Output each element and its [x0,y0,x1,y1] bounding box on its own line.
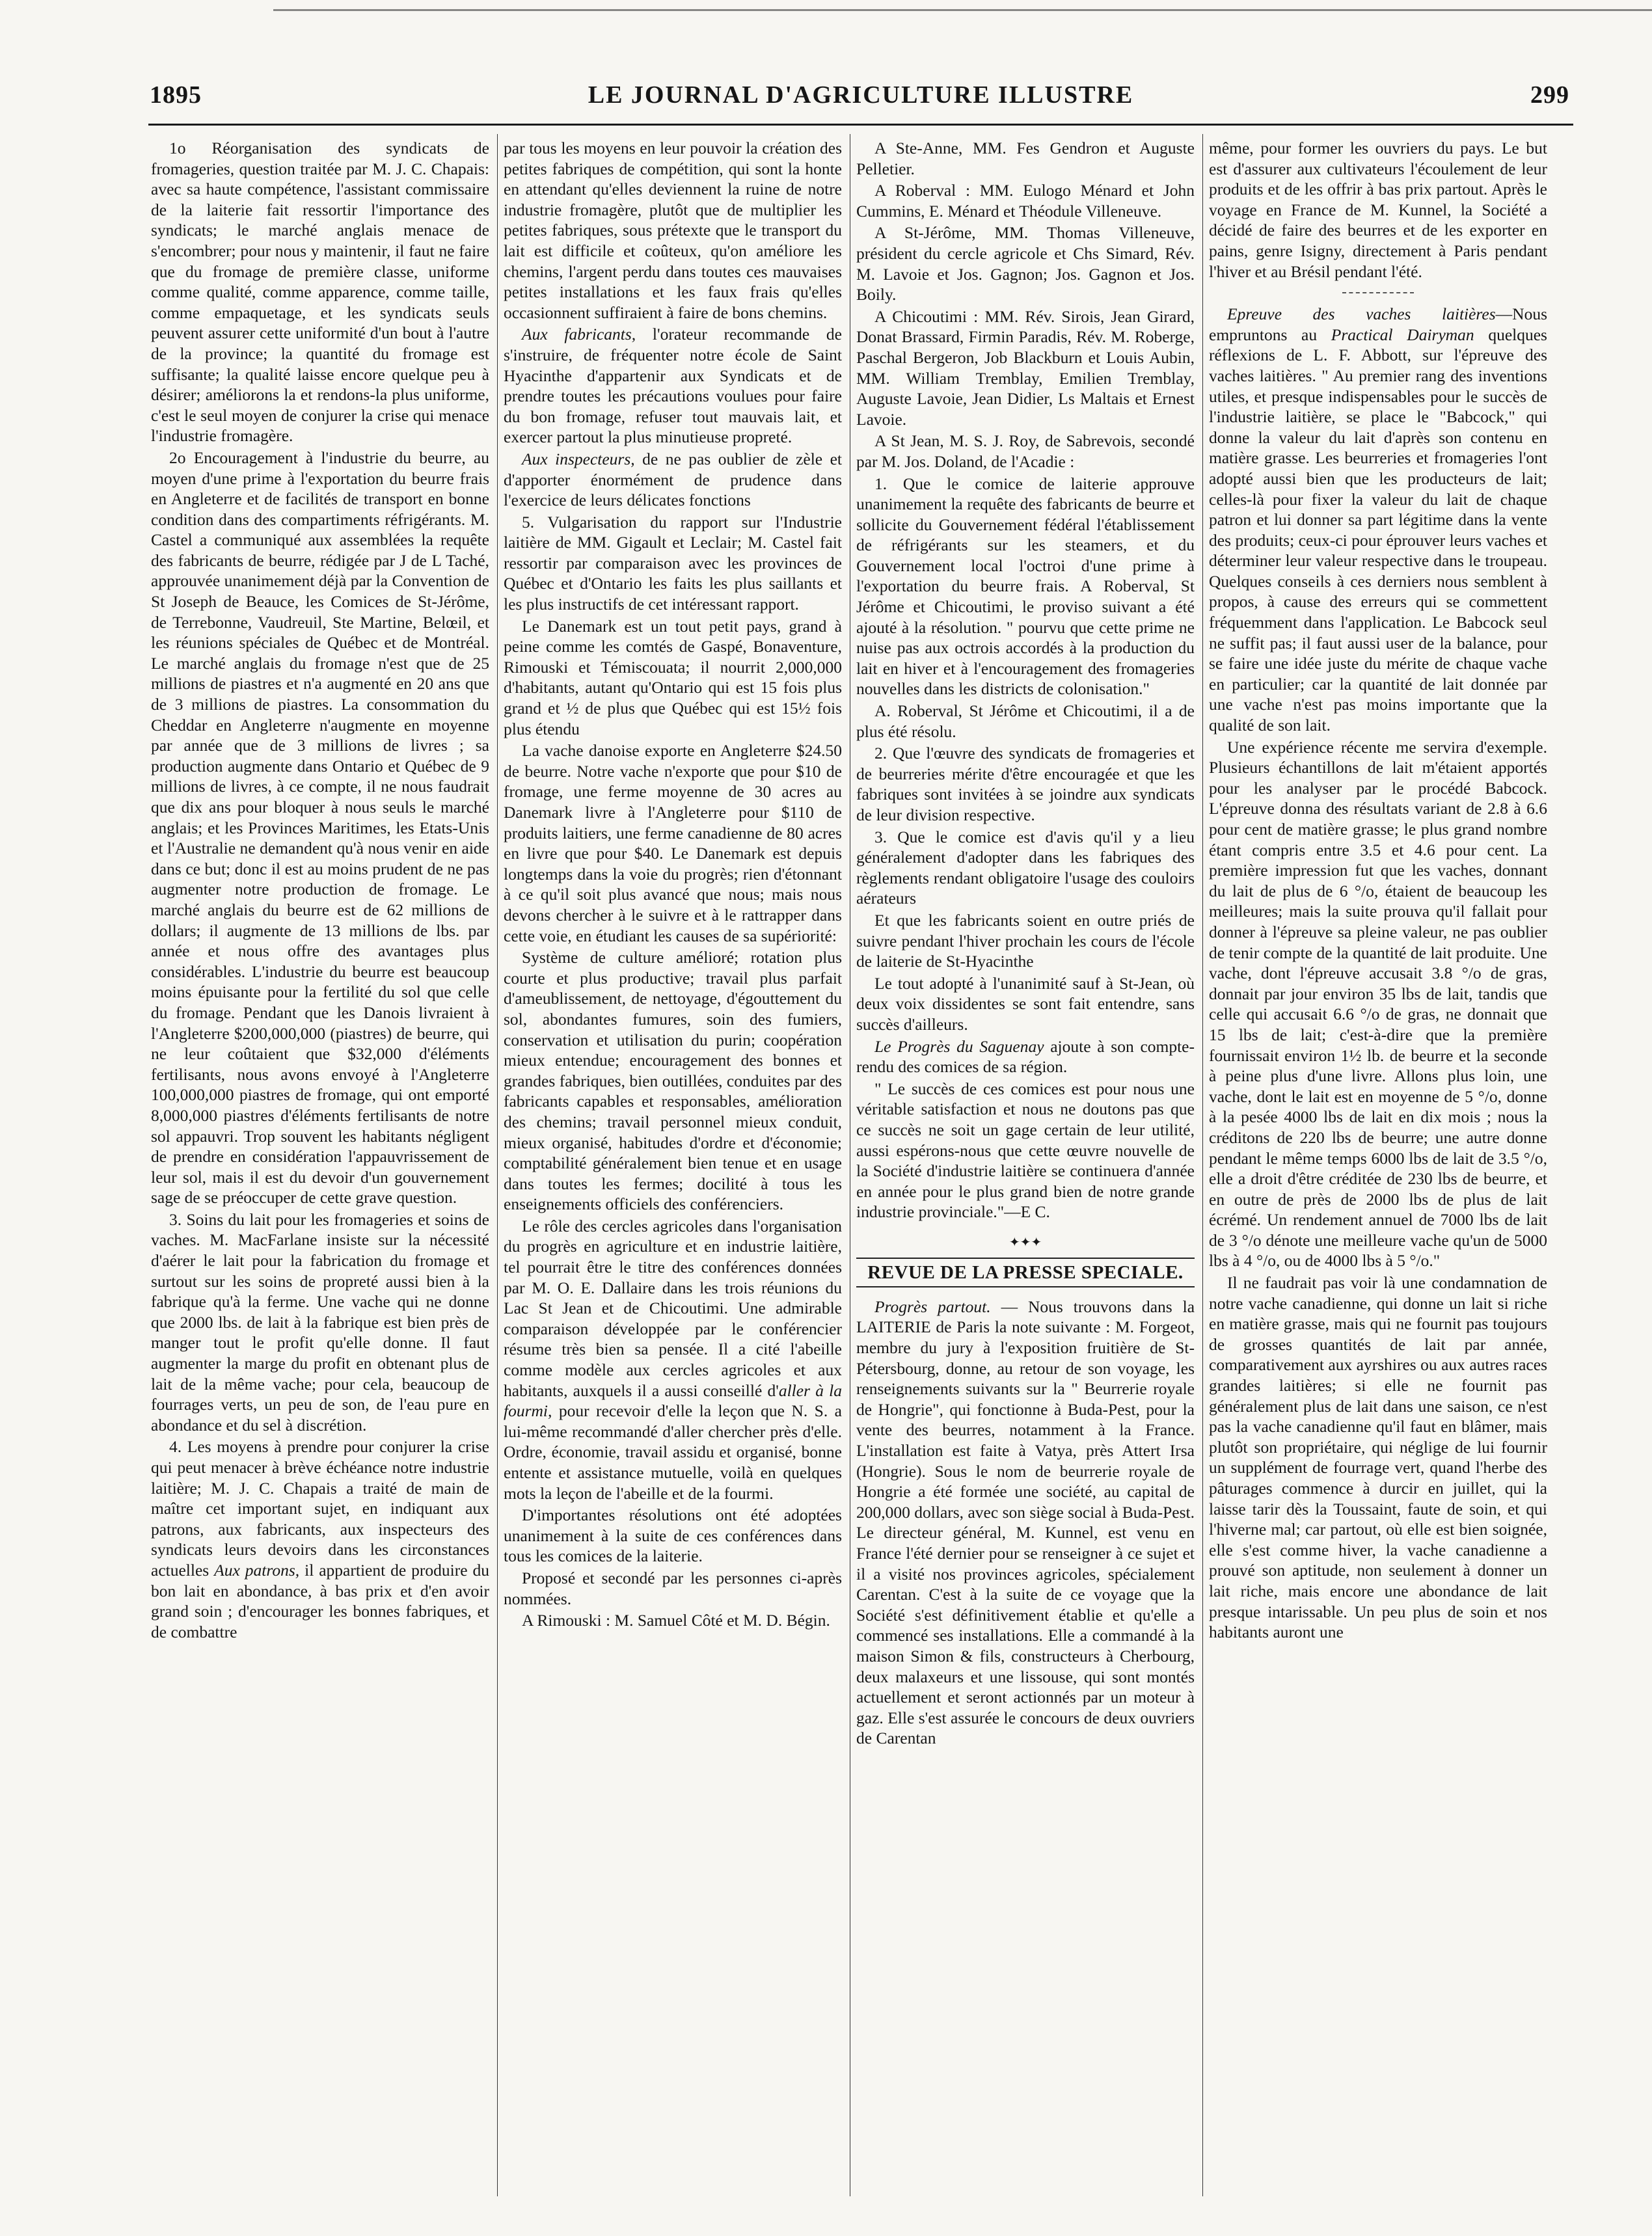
italic-phrase: Practical Dairyman [1331,325,1474,344]
dashed-divider [1342,292,1414,293]
paragraph-text: Le rôle des cercles agricoles dans l'organisation du progrès en agriculture et en industrie laitière, tel pourrait être le titre des conférences données par M. O. E. Dallaire dans les trois réunions du Lac St Jean et de Chicoutimi. Une admirable comparaison développée par le conférencier résume très bien sa pensée. Il a cité l'abeille comme modèle aux cercles agricoles et aux habitants, auxquels il a aussi conseillé d' [504,1216,842,1400]
paragraph: La vache danoise exporte en Angleterre $24.50 de beurre. Notre vache n'exporte que pour $10 de fromage, une ferme moyenne de 30 acres au Danemark livre à l'Angleterre pour $110 de produits laitiers, une ferme canadienne de 80 acres en livre que pour $40. Le Danemark est depuis longtemps dans la voie du progrès; rien d'étonnant à ce qu'il soit plus avancé que nous; mais nous devons chercher à le suivre et à le rattrapper dans cette voie, en étudiant les causes de sa supériorité: [504,741,842,945]
column-4 [1209,138,1547,2194]
paragraph: " Le succès de ces comices est pour nous une véritable satisfaction et nous ne doutons pas que ce succès ne soit un gage certain de leur utilité, aussi espérons-nous que cette œuvre nouvelle de la Société d'industrie laitière se continuera d'année en année pour le plus grand bien de notre grande industrie provinciale."—E C. [856,1079,1195,1222]
paragraph: 1o Réorganisation des syndicats de fromageries, question traitée par M. J. C. Chapais: avec sa haute compétence, l'assistant commissaire de la laiterie fait ressortir l'importance des syndicats; le marché anglais menace de s'encombrer; pour nous y maintenir, il faut ne faire que du fromage de première classe, uniforme comme qualité, comme apparence, comme taille, comme empaquetage, et les syndicats seuls peuvent assurer cette uniformité d'un bout à l'autre de la province; la quantité du fromage est suffisante; la qualité laisse encore quelque peu à désirer; améliorons la et rendons-la plus uniforme, c'est le seul moyen de conjurer la crise qui menace l'industrie fromagère. [151,139,489,446]
paragraph-text: quelques réflexions de L. F. Abbott, sur l'épreuve des vaches laitières. " Au premier rang des inventions utiles, et presque indispensables pour le succès de l'industrie laitière, se place le "Babcock," qui donne la valeur du lait d'après son contenu en matière grasse. Les beurreries et fromageries l'ont adopté aussi bien que les producteurs de lait; celles-là pour fixer la valeur du lait de chaque patron et lui donner sa part légitime dans la vente des produits; ceux-ci pour éprouver leurs vaches et déterminer leur valeur respective dans le troupeau. Quelques conseils à ces derniers nous semblent à propos, à cause des erreurs qui se commettent fréquemment dans l'application. Le Babcock seul ne suffit pas; il faut aussi user de la balance, pour se faire une idée juste du mérite de chaque vache en particulier; car la quantité de lait donnée par une vache n'est pas moins importante que la qualité de son lait. [1209,325,1547,735]
section-heading: REVUE DE LA PRESSE SPECIALE. [856,1258,1195,1287]
paragraph [504,449,842,511]
paragraph [504,1216,842,1503]
paragraph: par tous les moyens en leur pouvoir la création des petites fabriques de compétition, qui sont la honte en attendant qu'elles deviennent la ruine de notre industrie fromagère, plutôt que de multiplier les petites fabriques, sous prétexte que le transport du lait est difficile et coûteux, qu'on améliore les chemins, l'argent perdu dans toutes ces mauvaises petites installations et les faux frais qu'elles occasionnent suffiraient à faire de bons chemins. [504,139,842,322]
italic-lead: Le Progrès du Saguenay [874,1036,1044,1056]
paragraph-text: de ne pas oublier de zèle et d'apporter énormément de prudence dans l'exercice de leurs délicates fonctions [504,449,842,510]
scan-edge-line [273,0,1652,11]
paragraph: même, pour former les ouvriers du pays. Le but est d'assurer aux cultivateurs l'écoulement de leur produits et de les offrir à bas prix partout. Après le voyage en France de M. Kunnel, la Société a décidé de faire des beurres et de les exporter en pains, genre Isigny, directement à Paris pendant l'hiver et au Brésil pendant l'été. [1209,139,1547,281]
paragraph [1209,304,1547,735]
italic-phrase: aller à la fourmi, [504,1381,842,1421]
paragraph: A St-Jérôme, MM. Thomas Villeneuve, président du cercle agricole et Chs Simard, Rév. M. Lavoie et Jos. Gagnon; Jos. Gagnon et Jos. Boily. [856,223,1195,304]
italic-lead: Aux fabricants, [522,325,636,344]
header-title: LE JOURNAL D'AGRICULTURE ILLUSTRE [588,81,1134,109]
header-year: 1895 [150,81,202,109]
paragraph [151,1436,489,1642]
column-1 [151,138,489,2194]
paragraph: Il ne faudrait pas voir là une condamnation de notre vache canadienne, qui donne un lait si riche en matière grasse, mais qui ne fournit pas toujours de grosses quantités de lait par année, comparativement aux ayrshires ou aux autres races grandes laitières; si elle ne fournit pas généralement plus de lait dans une saison, ce n'est pas la vache canadienne qu'il faut en blâmer, mais plutôt son propriétaire, qui néglige de lui fournir un supplément de fourrage vert, quand l'herbe des pâturages commence à durcir en juillet, qui la laisse tarir dès la Toussaint, faute de soin, et qui l'hiverne mal; car partout, où elle est bien soignée, elle s'est comme hiver, la vache canadienne a prouvé son aptitude, non seulement à donner un lait riche, mais encore une abondance de lait presque intarissable. Un peu plus de soin et nos habitants auront une [1209,1273,1547,1642]
paragraph: Système de culture amélioré; rotation plus courte et plus productive; travail plus parfait d'ameublissement, de nettoyage, d'égouttement du sol, abondantes fumures, soin des fumiers, conservation et utilisation du purin; coopération mieux entendue; encouragement des bonnes et grandes fabriques, bien outillées, conduites par des fabricants capables et responsables, amélioration des chemins; travail personnel mieux conduit, mieux organisé, habitudes d'ordre et d'économie; comptabilité généralement bien tenue et en usage dans toutes les fermes; docilité à tous les enseignements officiels des conférenciers. [504,948,842,1214]
paragraph: 3. Que le comice est d'avis qu'il y a lieu généralement d'adopter dans les fabriques des règlements rendant obligatoire l'usage des couloirs aérateurs [856,827,1195,908]
header-page-number: 299 [1530,81,1569,109]
paragraph [856,1036,1195,1077]
paragraph: A St Jean, M. S. J. Roy, de Sabrevois, secondé par M. Jos. Doland, de l'Acadie : [856,431,1195,471]
paragraph-text: ajoute à son compte-rendu des comices de sa région. [856,1036,1195,1077]
paragraph: A Chicoutimi : MM. Rév. Sirois, Jean Girard, Donat Brassard, Firmin Paradis, Rév. M. Roberge, Paschal Bergeron, Job Blackburn et Louis Aubin, MM. William Tremblay, Emilien Tremblay, Auguste Lavoie, Jean Didier, Ls Maltais et Ernest Lavoie. [856,306,1195,429]
paragraph: A Roberval : MM. Eulogo Ménard et John Cummins, E. Ménard et Théodule Villeneuve. [856,181,1195,221]
paragraph: Proposé et secondé par les personnes ci-après nommées. [504,1568,842,1608]
italic-lead: Epreuve des vaches laitières [1227,304,1496,324]
italic-lead: Aux inspecteurs, [522,449,635,468]
paragraph-text: — Nous trouvons dans la LAITERIE de Paris la note suivante : M. Forgeot, membre du jury à l'exposition fruitière de St-Pétersbourg, donne, au retour de son voyage, les renseignements suivants sur la " Beurrerie royale de Hongrie", qui fonctionne à Buda-Pest, pour la vente des beurres, notamment à la France. L'installation est faite à Vatya, près Attert Irsa (Hongrie). Sous le nom de beurrerie royale de Hongrie a été formée une société, au capital de 200,000 dollars, avec son siège social à Buda-Pest. Le directeur général, M. Kunnel, est venu en France l'été dernier pour se renseigner à ce sujet et il a visité nos provinces agricoles, spécialement Carentan. C'est à la suite de ce voyage que la Société s'est définitivement établie et qu'elle a commencé ses installations. Elle a commandé à la maison Simon & fils, constructeurs à Cherbourg, deux malaxeurs et une lissouse, qui sont montés actuellement et seront actionnés par un moteur à gaz. Elle s'est assurée le concours de deux ouvriers de Carentan [856,1297,1195,1748]
paragraph: Le tout adopté à l'unanimité sauf à St-Jean, où deux voix dissidentes se sont fait entendre, sans succès d'ailleurs. [856,973,1195,1034]
page-header [148,77,1573,116]
paragraph: A Rimouski : M. Samuel Côté et M. D. Bégin. [522,1611,830,1630]
paragraph-text: pour recevoir d'elle la leçon que N. S. a lui-même recommandé d'aller chercher près d'elle. Ordre, économie, travail assidu et organisé, bonne entente et assistance mutuelle, voilà en quelques mots la leçon de l'abeille et de la fourmi. [504,1401,842,1503]
paragraph [504,324,842,448]
paragraph: A. Roberval, St Jérôme et Chicoutimi, il a de plus été résolu. [856,701,1195,741]
column-divider [1202,134,1203,2196]
paragraph: 1. Que le comice de laiterie approuve unanimement la requête des fabricants de beurre et sollicite du Gouvernement fédéral l'établissement de réfrigérants sur les steamers, et du Gouvernement local l'octroi d'une prime à l'exportation du beurre frais. A Roberval, St Jérôme et Chicoutimi, le proviso suivant a été ajouté à la résolution. " pourvu que cette prime ne nuise pas aux octrois accordés à la production du lait en hiver et à l'encouragement des fromageries nouvelles dans les districts de colonisation." [856,474,1195,699]
paragraph: Et que les fabricants soient en outre priés de suivre pendant l'hiver prochain les cours de l'école de laiterie de St-Hyacinthe [856,910,1195,971]
paragraph: A Ste-Anne, MM. Fes Gendron et Auguste Pelletier. [856,139,1195,178]
paragraph-text: l'orateur recommande de s'instruire, de fréquenter notre école de Saint Hyacinthe d'appartenir aux Syndicats et de prendre toutes les précautions voulues pour faire du bon fromage, refuser tout mauvais lait, et exercer partout la plus minutieuse propreté. [504,325,842,447]
column-2 [504,138,842,2194]
paragraph: Le Danemark est un tout petit pays, grand à peine comme les comtés de Gaspé, Bonaventure, Rimouski et Témiscouata; il nourrit 2,000,000 d'habitants, autant qu'Ontario qui est 15 fois plus grand et ½ de plus que Québec qui est 15½ fois plus étendu [504,616,842,738]
paragraph: D'importantes résolutions ont été adoptées unanimement à la suite de ces conférences dans tous les comices de la laiterie. [504,1505,842,1566]
header-rule [148,124,1573,126]
paragraph: Une expérience récente me servira d'exemple. Plusieurs échantillons de lait m'étaient apportés pour les analyser par le procédé Babcock. L'épreuve donna des résultats variant de 2.8 à 6.6 pour cent de matière grasse; le plus grand nombre étant compris entre 3.5 et 4.6 pour cent. La première impression fut que les vaches, donnant du lait de plus de 6 °/o, étaient de beaucoup les meilleures; mais la suite prouva qu'il fallait pour donner à l'épreuve sa pleine valeur, ne pas oublier de tenir compte de la quantité de lait produite. Une vache, dont l'épreuve accusait 3.8 °/o de gras, donnait par jour environ 35 lbs de lait, tandis que celle qui accusait 6.6 °/o de gras, ne donnait que 15 lbs de lait; c'est-à-dire que la première fournissait environ 1½ lb. de beurre et la seconde à peine plus d'une livre. Allons plus loin, une vache, dont le lait est en moyenne de 5 °/o, donne à la pesée 4000 lbs de lait en dix mois ; nous la créditons de 220 lbs de beurre; une autre donne pendant le même temps 6000 lbs de lait de 3.5 °/o, elle a droit d'être créditée de 230 lbs de beurre, et en outre de près de 2000 lbs de plus de lait écrémé. Un rendement annuel de 7000 lbs de lait de 3 °/o dénote une meilleure vache qu'un de 5000 lbs à 4 °/o, ou de 4000 lbs à 5 °/o." [1209,737,1547,1271]
italic-lead: Progrès partout. [874,1297,991,1316]
ornament-divider: ✦✦✦ [1009,1235,1042,1250]
column-3 [856,138,1195,2194]
italic-lead: Aux patrons, [214,1560,300,1580]
paragraph: 3. Soins du lait pour les fromageries et soins de vaches. M. MacFarlane insiste sur la nécessité d'aérer le lait pour la fabrication du fromage et surtout sur les soins de propreté aussi bien à la fabrique qu'à la ferme. Une vache qui ne donne que 2000 lbs. de lait à la fabrique est bien près de manger tout le profit qu'elle donne. Il faut augmenter la marge du profit en obtenant plus de lait de la même vache; pour cela, beaucoup de fourrages verts, un peu de son, de l'eau pure en abondance et du sel à discrétion. [151,1209,489,1435]
paragraph-text: —Nous empruntons au [1209,304,1547,344]
paragraph-text: il appartient de produire du bon lait en abondance, à bas prix et d'en avoir grand soin ; d'encourager les bonnes fabriques, et de combattre [151,1560,489,1641]
paragraph-text: 4. Les moyens à prendre pour conjurer la crise qui peut menacer à brève échéance notre industrie laitière; M. J. C. Chapais a traité de main de maître cet important sujet, en indiquant aux patrons, aux fabricants, aux inspecteurs des syndicats leurs devoirs dans les circonstances actuelles [151,1437,489,1580]
paragraph: 2o Encouragement à l'industrie du beurre, au moyen d'une prime à l'exportation du beurre frais en Angleterre et de facilités de transport en bonne condition dans des compartiments réfrigérants. M. Castel a communiqué aux assemblées la requête des fabricants de beurre, rédigée par J de L Taché, approuvée unanimement déjà par la Convention de St Joseph de Beauce, les Comices de St-Jérôme, de Terrebonne, Vaudreuil, Ste Martine, Belœil, et les réunions spéciales de Québec et de Montréal. Le marché anglais du fromage n'est que de 25 millions de piastres et n'a augmenté en 20 ans que de 3 millions de piastres. La consommation du Cheddar en Angleterre n'augmente en moyenne par année que de 3 millions de livres ; sa production augmente dans Ontario et Québec de 9 millions de livres, à ce compte, il ne nous faudrait que dix ans pour bloquer à nous seuls le marché anglais; et les Provinces Maritimes, les Etats-Unis et l'Australie ne demandent qu'à nous venir en aide dans ce but; donc il est au moins prudent de ne pas augmenter notre production de fromage. Le marché anglais du beurre est de 62 millions de dollars; il augmente de 13 millions de lbs. par année et nous offre des avantages plus considérables. L'industrie du beurre est beaucoup moins épuisante pour la fertilité du sol que celle du fromage. Pendant que les Danois livraient à l'Angleterre $200,000,000 (piastres) de beurre, qui ne leur coûtaient que $32,000 d'éléments fertilisants, nous avons envoyé à l'Angleterre 100,000,000 piastres de fromage, qui ont emporté 8,000,000 piastres d'éléments fertilisants de notre sol appauvri. Trop souvent les habitants négligent de prendre en considération l'appauvrissement de leur sol, mais il est du devoir d'un gouvernement sage de se préoccuper de cette grave question. [151,448,489,1207]
paragraph: 2. Que l'œuvre des syndicats de fromageries et de beurreries mérite d'être encouragée et que les fabriques sont invitées à se joindre aux syndicats de leur division respective. [856,744,1195,824]
paragraph [856,1297,1195,1749]
paragraph: 5. Vulgarisation du rapport sur l'Industrie laitière de MM. Gigault et Leclair; M. Castel fait ressortir par comparaison avec les provinces de Québec et d'Ontario les faits les plus saillants et les plus instructifs de cet intéressant rapport. [504,512,842,614]
column-divider [497,134,498,2196]
